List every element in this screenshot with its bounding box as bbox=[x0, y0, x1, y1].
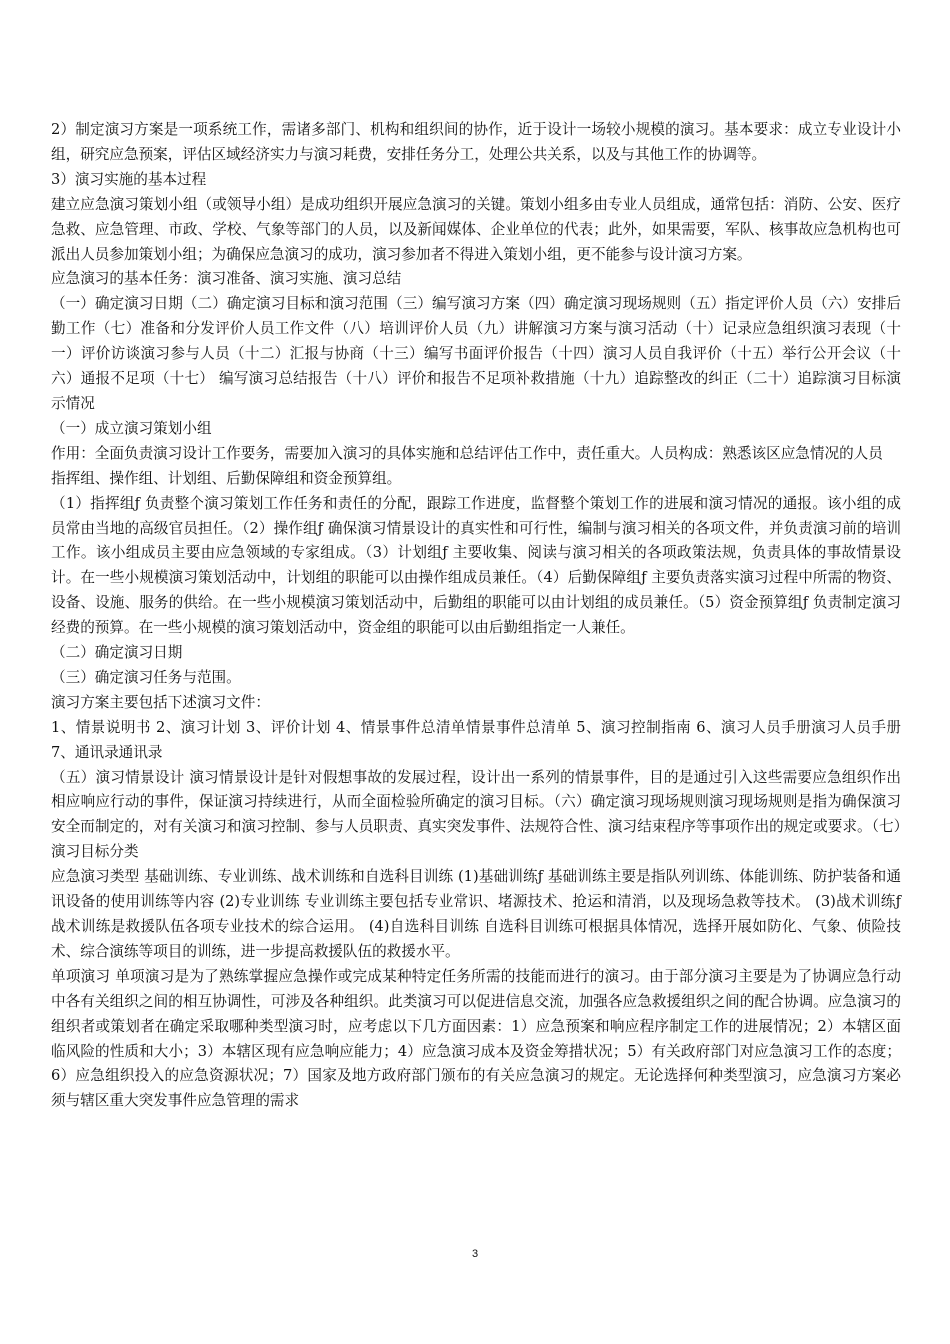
paragraph-plan-requirements: 2）制定演习方案是一项系统工作，需诸多部门、机构和组织间的协作，近于设计一场较小规模的演习。基本要求：成立专业设计小组，研究应急预案，评估区域经济实力与演习耗费，安排任务分工，处理公共关系，以及与其他工作的协调等。 bbox=[51, 121, 901, 163]
paragraph-plan-documents-list: 1、情景说明书 2、演习计划 3、评价计划 4、情景事件总清单情景事件总清单 5、演习控制指南 6、演习人员手册演习人员手册 7、通讯录通讯录 bbox=[51, 718, 901, 761]
document-body bbox=[51, 118, 901, 1114]
heading-determine-scope: （三）确定演习任务与范围。 bbox=[51, 668, 241, 686]
paragraph-basic-tasks: 应急演习的基本任务：演习准备、演习实施、演习总结 bbox=[51, 270, 402, 288]
paragraph-drill-types: 应急演习类型 基础训练、专业训练、战术训练和自选科目训练 (1)基础训练ƒ 基础训练主要是指队列训练、体能训练、防护装备和通讯设备的使用训练等内容 (2)专业训练 专业训练主要包括专业常识、堵源技术、抢运和清消，以及现场急救等技术。 (3)战术训练ƒ 战术训练是救援队伍各项专业技术的综合运用。 (4)自选科目训练 自选科目训练可根据具体情况，选择开展如防化、气象、侦险技术、综合演练等项目的训练，进一步提高救援队伍的救援水平。 bbox=[51, 868, 901, 960]
paragraph-scenario-design: （五）演习情景设计 演习情景设计是针对假想事故的发展过程，设计出一系列的情景事件，目的是通过引入这些需要应急组织作出相应响应行动的事件，保证演习持续进行，从而全面检验所确定的演习目标。（六）确定演习现场规则演习现场规则是指为确保演习安全而制定的，对有关演习和演习控制、参与人员职责、真实突发事件、法规符合性、演习结束程序等事项作出的规定或要求。（七）演习目标分类 bbox=[51, 768, 901, 861]
heading-establish-group: （一）成立演习策划小组 bbox=[51, 419, 212, 437]
paragraph-group-role: 作用：全面负责演习设计工作要务，需要加入演习的具体实施和总结评估工作中，责任重大。人员构成：熟悉该区应急情况的人员 bbox=[51, 444, 883, 462]
paragraph-group-duties: （1）指挥组ƒ 负责整个演习策划工作任务和责任的分配，跟踪工作进度，监督整个策划工作的进展和演习情况的通报。该小组的成员常由当地的高级官员担任。（2）操作组ƒ 确保演习情景设计的真实性和可行性，编制与演习相关的各项文件，并负责演习前的培训工作。该小组成员主要由应急领域的专家组成。（3）计划组ƒ 主要收集、阅读与演习相关的各项政策法规，负责具体的事故情景设计。在一些小规模演习策划活动中，计划组的职能可以由操作组成员兼任。（4）后勤保障组ƒ 主要负责落实演习过程中所需的物资、设备、设施、服务的供给。在一些小规模演习策划活动中，后勤组的职能可以由计划组的成员兼任。（5）资金预算组ƒ 负责制定演习经费的预算。在一些小规模的演习策划活动中，资金组的职能可以由后勤组指定一人兼任。 bbox=[51, 494, 901, 637]
page-number: 3 bbox=[471, 1248, 479, 1260]
heading-determine-date: （二）确定演习日期 bbox=[51, 644, 183, 662]
paragraph-group-list: 指挥组、操作组、计划组、后勤保障组和资金预算组。 bbox=[51, 469, 402, 487]
paragraph-single-drill: 单项演习 单项演习是为了熟练掌握应急操作或完成某种特定任务所需的技能而进行的演习。由于部分演习主要是为了协调应急行动中各有关组织之间的相互协调性，可涉及各种组织。此类演习可以促进信息交流，加强各应急救援组织之间的配合协调。应急演习的组织者或策划者在确定采取哪种类型演习时，应考虑以下几方面因素：1）应急预案和响应程序制定工作的进展情况；2）本辖区面临风险的性质和大小；3）本辖区现有应急响应能力；4）应急演习成本及资金筹措状况；5）有关政府部门对应急演习工作的态度；6）应急组织投入的应急资源状况；7）国家及地方政府部门颁布的有关应急演习的规定。无论选择何种类型演习，应急演习方案必须与辖区重大突发事件应急管理的需求 bbox=[51, 967, 901, 1110]
heading-implementation-process: 3）演习实施的基本过程 bbox=[51, 170, 207, 188]
paragraph-task-steps: （一）确定演习日期（二）确定演习目标和演习范围（三）编写演习方案（四）确定演习现场规则（五）指定评价人员（六）安排后勤工作（七）准备和分发评价人员工作文件（八）培训评价人员（九）讲解演习方案与演习活动（十）记录应急组织演习表现（十一）评价访谈演习参与人员（十二）汇报与协商（十三）编写书面评价报告（十四）演习人员自我评价（十五）举行公开会议（十六）通报不足项（十七） 编写演习总结报告（十八）评价和报告不足项补救措施（十九）追踪整改的纠正（二十）追踪演习目标演示情况 bbox=[51, 295, 901, 412]
paragraph-plan-documents-intro: 演习方案主要包括下述演习文件： bbox=[51, 693, 270, 711]
paragraph-planning-group: 建立应急演习策划小组（或领导小组）是成功组织开展应急演习的关键。策划小组多由专业人员组成，通常包括：消防、公安、医疗急救、应急管理、市政、学校、气象等部门的人员，以及新闻媒体、企业单位的代表；此外，如果需要，军队、核事故应急机构也可派出人员参加策划小组；为确保应急演习的成功，演习参加者不得进入策划小组，更不能参与设计演习方案。 bbox=[51, 195, 901, 263]
